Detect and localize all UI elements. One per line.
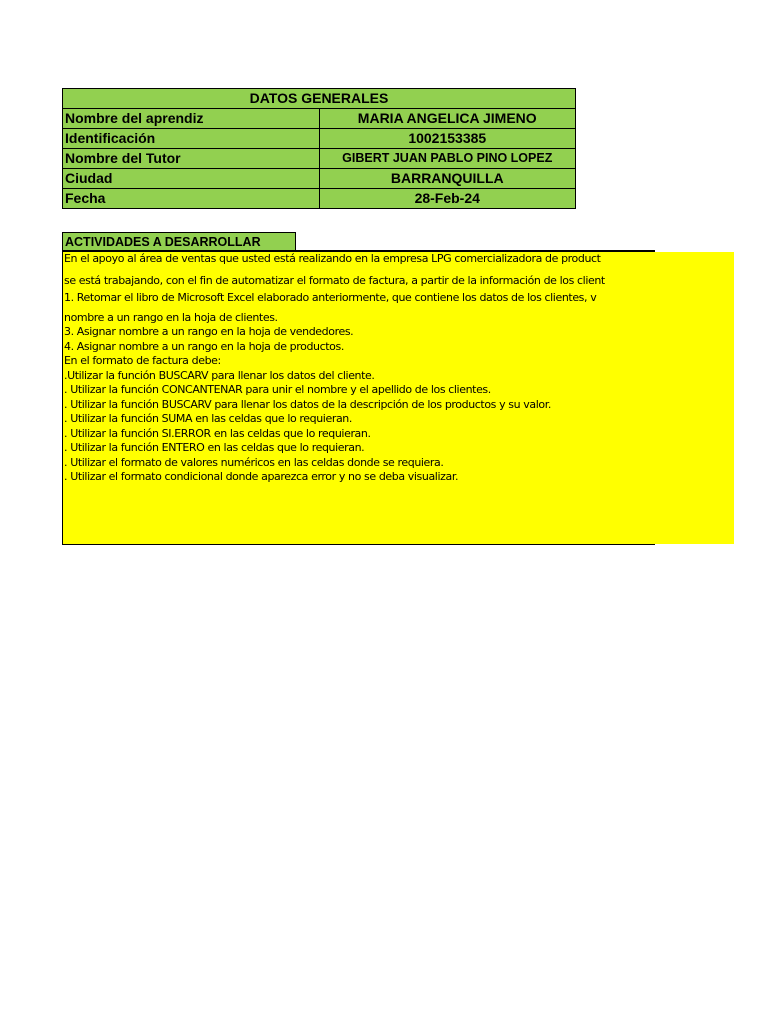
actividad-line: . Utilizar el formato condicional donde aparezca error y no se deba visualizar. <box>64 470 459 483</box>
datos-generales-title: DATOS GENERALES <box>63 89 576 109</box>
ciudad-label: Ciudad <box>63 169 320 189</box>
fecha-value: 28-Feb-24 <box>319 189 576 209</box>
actividad-line: 1. Retomar el libro de Microsoft Excel elaborado anteriormente, que contiene los datos de los clientes, v <box>64 291 597 304</box>
actividad-line: 3. Asignar nombre a un rango en la hoja de vendedores. <box>64 325 354 338</box>
aprendiz-row <box>63 109 576 129</box>
fecha-label: Fecha <box>63 189 320 209</box>
ciudad-row <box>63 169 576 189</box>
actividad-line: . Utilizar la función CONCANTENAR para unir el nombre y el apellido de los clientes. <box>64 383 491 396</box>
tutor-label: Nombre del Tutor <box>63 149 320 169</box>
actividad-line: .Utilizar la función BUSCARV para llenar los datos del cliente. <box>64 369 375 382</box>
actividades-title: ACTIVIDADES A DESARROLLAR <box>62 232 296 250</box>
identificacion-label: Identificación <box>63 129 320 149</box>
aprendiz-label: Nombre del aprendiz <box>63 109 320 129</box>
actividad-line: . Utilizar el formato de valores numéricos en las celdas donde se requiera. <box>64 456 444 469</box>
actividad-line: nombre a un rango en la hoja de clientes. <box>64 311 278 324</box>
actividades-overflow-fill <box>654 252 734 544</box>
actividad-line: En el formato de factura debe: <box>64 354 221 367</box>
datos-generales-table <box>62 88 576 209</box>
actividades-box <box>62 250 655 545</box>
fecha-row <box>63 189 576 209</box>
aprendiz-value: MARIA ANGELICA JIMENO <box>319 109 576 129</box>
actividad-line: . Utilizar la función SI.ERROR en las celdas que lo requieran. <box>64 427 371 440</box>
actividad-line: 4. Asignar nombre a un rango en la hoja de productos. <box>64 340 344 353</box>
datos-generales-header-row <box>63 89 576 109</box>
actividad-line: . Utilizar la función SUMA en las celdas que lo requieran. <box>64 412 352 425</box>
actividad-line: . Utilizar la función BUSCARV para llenar los datos de la descripción de los productos y su valor. <box>64 398 551 411</box>
tutor-value: GIBERT JUAN PABLO PINO LOPEZ <box>319 149 576 169</box>
ciudad-value: BARRANQUILLA <box>319 169 576 189</box>
actividad-line: se está trabajando, con el fin de automatizar el formato de factura, a partir de la información de los client <box>64 274 605 287</box>
tutor-row <box>63 149 576 169</box>
actividad-line: . Utilizar la función ENTERO en las celdas que lo requieran. <box>64 441 365 454</box>
actividad-line: En el apoyo al área de ventas que usted está realizando en la empresa LPG comercializadora de product <box>64 252 601 265</box>
identificacion-row <box>63 129 576 149</box>
identificacion-value: 1002153385 <box>319 129 576 149</box>
